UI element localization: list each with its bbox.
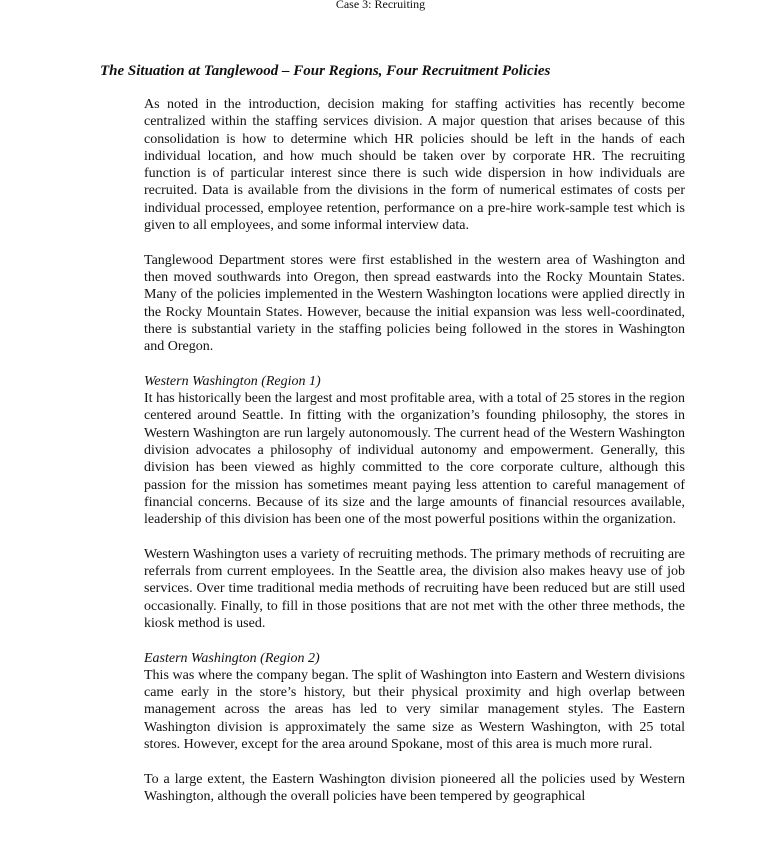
paragraph-intro: As noted in the introduction, decision making for staffing activities has recently become centralized within the staffing services division. A major question that arises because of this consolidation is how to determine which HR policies should be left in the hands of each individual location, and how much should be taken over by corporate HR. The recruiting function is of particular interest since there is such wide dispersion in how individuals are recruited. Data is available from the divisions in the form of numerical estimates of costs per individual processed, employee retention, performance on a pre-hire work-sample test which is given to all employees, and some informal interview data. <box>144 97 685 234</box>
region-1-description: It has historically been the largest and most profitable area, with a total of 25 stores in the region centered around Seattle. In fitting with the organization’s founding philosophy, the stores in Western Washington are run largely autonomously. The current head of the Western Washington division advocates a philosophy of individual autonomy and empowerment. Generally, this division has been viewed as highly committed to the core corporate culture, although this passion for the mission has sometimes meant paying less attention to careful management of financial concerns. Because of its size and the large amounts of financial resources available, leadership of this division has been one of the most powerful positions within the organization. <box>144 391 685 528</box>
region-1-heading: Western Washington (Region 1) <box>144 373 321 389</box>
running-header: Case 3: Recruiting <box>335 0 426 11</box>
paragraph-region-1-recruiting: Western Washington uses a variety of recruiting methods. The primary methods of recruiting are referrals from current employees. In the Seattle area, the division also makes heavy use of job services. Over time traditional media methods of recruiting have been reduced but are still used occasionally. Finally, to fill in those positions that are not met with the other three methods, the kiosk method is used. <box>144 546 685 631</box>
body-text <box>144 96 685 822</box>
region-2-heading: Eastern Washington (Region 2) <box>144 650 320 666</box>
region-1-section <box>144 373 685 529</box>
paragraph-history: Tanglewood Department stores were first established in the western area of Washington and then moved southwards into Oregon, then spread eastwards into the Rocky Mountain States. Many of the policies implemented in the Western Washington locations were applied directly in the Rocky Mountain States. However, because the initial expansion was less well-coordinated, there is substantial variety in the staffing policies being followed in the stores in Washington and Oregon. <box>144 252 685 355</box>
section-heading: The Situation at Tanglewood – Four Regions, Four Recruitment Policies <box>100 63 551 79</box>
region-2-description: This was where the company began. The split of Washington into Eastern and Western divisions came early in the store’s history, but their physical proximity and high overlap between management across the areas has led to very similar management styles. The Eastern Washington division is approximately the same size as Western Washington, with 25 total stores. However, except for the area around Spokane, most of this area is much more rural. <box>144 667 685 752</box>
region-2-section <box>144 650 685 754</box>
paragraph-region-2-policies: To a large extent, the Eastern Washington division pioneered all the policies used by Western Washington, although the overall policies have been tempered by geographical <box>144 771 685 804</box>
